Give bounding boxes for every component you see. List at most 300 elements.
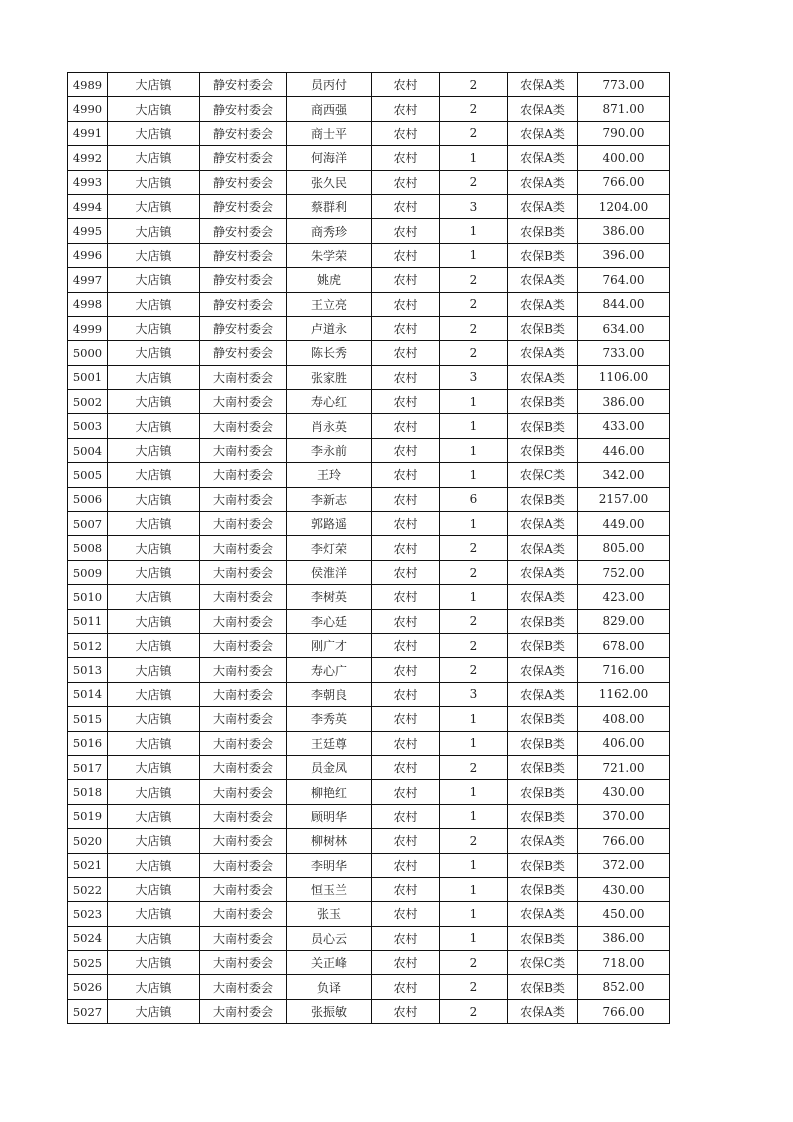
person-name-cell: 张玉 <box>287 902 372 926</box>
area-type-cell: 农村 <box>372 512 440 536</box>
village-committee-cell: 大南村委会 <box>200 633 287 657</box>
amount-cell: 634.00 <box>578 316 670 340</box>
table-row <box>68 146 670 170</box>
person-name-cell: 负译 <box>287 975 372 999</box>
town-cell: 大店镇 <box>108 780 200 804</box>
table-row <box>68 512 670 536</box>
person-name-cell: 张家胜 <box>287 365 372 389</box>
amount-cell: 733.00 <box>578 341 670 365</box>
amount-cell: 446.00 <box>578 438 670 462</box>
row-id-cell: 4994 <box>68 194 108 218</box>
insurance-category-cell: 农保C类 <box>508 463 578 487</box>
row-id-cell: 5024 <box>68 926 108 950</box>
table-row <box>68 609 670 633</box>
amount-cell: 766.00 <box>578 829 670 853</box>
row-id-cell: 5020 <box>68 829 108 853</box>
table-row <box>68 829 670 853</box>
village-committee-cell: 大南村委会 <box>200 999 287 1023</box>
town-cell: 大店镇 <box>108 463 200 487</box>
household-size-cell: 1 <box>440 707 508 731</box>
town-cell: 大店镇 <box>108 609 200 633</box>
village-committee-cell: 大南村委会 <box>200 755 287 779</box>
area-type-cell: 农村 <box>372 804 440 828</box>
village-committee-cell: 大南村委会 <box>200 585 287 609</box>
amount-cell: 386.00 <box>578 926 670 950</box>
row-id-cell: 4993 <box>68 170 108 194</box>
table-row <box>68 463 670 487</box>
table-row <box>68 585 670 609</box>
area-type-cell: 农村 <box>372 536 440 560</box>
insurance-category-cell: 农保B类 <box>508 804 578 828</box>
row-id-cell: 5001 <box>68 365 108 389</box>
village-committee-cell: 静安村委会 <box>200 243 287 267</box>
amount-cell: 1106.00 <box>578 365 670 389</box>
person-name-cell: 员丙付 <box>287 73 372 97</box>
insurance-category-cell: 农保B类 <box>508 633 578 657</box>
insurance-category-cell: 农保A类 <box>508 73 578 97</box>
table-row <box>68 780 670 804</box>
insurance-category-cell: 农保B类 <box>508 877 578 901</box>
town-cell: 大店镇 <box>108 682 200 706</box>
table-row <box>68 316 670 340</box>
town-cell: 大店镇 <box>108 658 200 682</box>
village-committee-cell: 大南村委会 <box>200 804 287 828</box>
amount-cell: 400.00 <box>578 146 670 170</box>
village-committee-cell: 大南村委会 <box>200 902 287 926</box>
row-id-cell: 5013 <box>68 658 108 682</box>
town-cell: 大店镇 <box>108 877 200 901</box>
area-type-cell: 农村 <box>372 219 440 243</box>
area-type-cell: 农村 <box>372 463 440 487</box>
amount-cell: 871.00 <box>578 97 670 121</box>
town-cell: 大店镇 <box>108 194 200 218</box>
area-type-cell: 农村 <box>372 487 440 511</box>
household-size-cell: 1 <box>440 390 508 414</box>
area-type-cell: 农村 <box>372 731 440 755</box>
amount-cell: 1204.00 <box>578 194 670 218</box>
person-name-cell: 卢道永 <box>287 316 372 340</box>
table-row <box>68 365 670 389</box>
village-committee-cell: 大南村委会 <box>200 829 287 853</box>
household-size-cell: 1 <box>440 512 508 536</box>
amount-cell: 790.00 <box>578 121 670 145</box>
village-committee-cell: 大南村委会 <box>200 560 287 584</box>
amount-cell: 408.00 <box>578 707 670 731</box>
table-row <box>68 170 670 194</box>
row-id-cell: 5023 <box>68 902 108 926</box>
area-type-cell: 农村 <box>372 243 440 267</box>
amount-cell: 766.00 <box>578 170 670 194</box>
town-cell: 大店镇 <box>108 268 200 292</box>
amount-cell: 721.00 <box>578 755 670 779</box>
household-size-cell: 2 <box>440 829 508 853</box>
amount-cell: 372.00 <box>578 853 670 877</box>
town-cell: 大店镇 <box>108 951 200 975</box>
insurance-category-cell: 农保B类 <box>508 975 578 999</box>
person-name-cell: 商士平 <box>287 121 372 145</box>
village-committee-cell: 大南村委会 <box>200 390 287 414</box>
amount-cell: 752.00 <box>578 560 670 584</box>
town-cell: 大店镇 <box>108 536 200 560</box>
table-row <box>68 853 670 877</box>
amount-cell: 430.00 <box>578 877 670 901</box>
insurance-category-cell: 农保C类 <box>508 951 578 975</box>
village-committee-cell: 大南村委会 <box>200 365 287 389</box>
household-size-cell: 1 <box>440 902 508 926</box>
area-type-cell: 农村 <box>372 365 440 389</box>
row-id-cell: 4999 <box>68 316 108 340</box>
household-size-cell: 1 <box>440 585 508 609</box>
household-size-cell: 1 <box>440 219 508 243</box>
table-row <box>68 341 670 365</box>
insurance-category-cell: 农保A类 <box>508 585 578 609</box>
area-type-cell: 农村 <box>372 633 440 657</box>
village-committee-cell: 大南村委会 <box>200 487 287 511</box>
town-cell: 大店镇 <box>108 414 200 438</box>
person-name-cell: 商秀珍 <box>287 219 372 243</box>
row-id-cell: 4998 <box>68 292 108 316</box>
household-size-cell: 3 <box>440 194 508 218</box>
village-committee-cell: 大南村委会 <box>200 658 287 682</box>
row-id-cell: 4995 <box>68 219 108 243</box>
area-type-cell: 农村 <box>372 853 440 877</box>
insurance-category-cell: 农保A类 <box>508 268 578 292</box>
row-id-cell: 5012 <box>68 633 108 657</box>
household-size-cell: 2 <box>440 951 508 975</box>
person-name-cell: 李心廷 <box>287 609 372 633</box>
amount-cell: 716.00 <box>578 658 670 682</box>
area-type-cell: 农村 <box>372 999 440 1023</box>
table-row <box>68 975 670 999</box>
town-cell: 大店镇 <box>108 512 200 536</box>
row-id-cell: 4996 <box>68 243 108 267</box>
amount-cell: 342.00 <box>578 463 670 487</box>
town-cell: 大店镇 <box>108 438 200 462</box>
area-type-cell: 农村 <box>372 658 440 682</box>
household-size-cell: 2 <box>440 755 508 779</box>
village-committee-cell: 大南村委会 <box>200 463 287 487</box>
table-row <box>68 97 670 121</box>
table-row <box>68 682 670 706</box>
amount-cell: 449.00 <box>578 512 670 536</box>
household-size-cell: 3 <box>440 682 508 706</box>
records-table <box>67 72 670 1024</box>
person-name-cell: 顾明华 <box>287 804 372 828</box>
insurance-category-cell: 农保A类 <box>508 292 578 316</box>
amount-cell: 773.00 <box>578 73 670 97</box>
amount-cell: 396.00 <box>578 243 670 267</box>
insurance-category-cell: 农保A类 <box>508 902 578 926</box>
town-cell: 大店镇 <box>108 560 200 584</box>
village-committee-cell: 静安村委会 <box>200 121 287 145</box>
amount-cell: 386.00 <box>578 390 670 414</box>
area-type-cell: 农村 <box>372 755 440 779</box>
household-size-cell: 1 <box>440 438 508 462</box>
table-row <box>68 219 670 243</box>
person-name-cell: 李朝良 <box>287 682 372 706</box>
area-type-cell: 农村 <box>372 926 440 950</box>
row-id-cell: 5010 <box>68 585 108 609</box>
town-cell: 大店镇 <box>108 999 200 1023</box>
insurance-category-cell: 农保A类 <box>508 829 578 853</box>
insurance-category-cell: 农保B类 <box>508 414 578 438</box>
household-size-cell: 3 <box>440 365 508 389</box>
table-row <box>68 487 670 511</box>
area-type-cell: 农村 <box>372 316 440 340</box>
area-type-cell: 农村 <box>372 829 440 853</box>
person-name-cell: 张振敏 <box>287 999 372 1023</box>
row-id-cell: 4990 <box>68 97 108 121</box>
row-id-cell: 5009 <box>68 560 108 584</box>
person-name-cell: 柳树林 <box>287 829 372 853</box>
village-committee-cell: 大南村委会 <box>200 536 287 560</box>
amount-cell: 764.00 <box>578 268 670 292</box>
person-name-cell: 恒玉兰 <box>287 877 372 901</box>
area-type-cell: 农村 <box>372 97 440 121</box>
insurance-category-cell: 农保B类 <box>508 316 578 340</box>
area-type-cell: 农村 <box>372 292 440 316</box>
area-type-cell: 农村 <box>372 682 440 706</box>
person-name-cell: 侯淮洋 <box>287 560 372 584</box>
insurance-category-cell: 农保B类 <box>508 438 578 462</box>
insurance-category-cell: 农保A类 <box>508 194 578 218</box>
insurance-category-cell: 农保A类 <box>508 170 578 194</box>
row-id-cell: 5005 <box>68 463 108 487</box>
insurance-category-cell: 农保A类 <box>508 536 578 560</box>
row-id-cell: 5002 <box>68 390 108 414</box>
amount-cell: 678.00 <box>578 633 670 657</box>
row-id-cell: 5017 <box>68 755 108 779</box>
row-id-cell: 5018 <box>68 780 108 804</box>
person-name-cell: 张久民 <box>287 170 372 194</box>
row-id-cell: 5021 <box>68 853 108 877</box>
household-size-cell: 2 <box>440 536 508 560</box>
town-cell: 大店镇 <box>108 829 200 853</box>
person-name-cell: 李灯荣 <box>287 536 372 560</box>
area-type-cell: 农村 <box>372 975 440 999</box>
town-cell: 大店镇 <box>108 755 200 779</box>
household-size-cell: 2 <box>440 170 508 194</box>
row-id-cell: 5015 <box>68 707 108 731</box>
insurance-category-cell: 农保B类 <box>508 755 578 779</box>
table-row <box>68 268 670 292</box>
insurance-category-cell: 农保B类 <box>508 853 578 877</box>
household-size-cell: 2 <box>440 121 508 145</box>
table-row <box>68 121 670 145</box>
person-name-cell: 王廷尊 <box>287 731 372 755</box>
household-size-cell: 2 <box>440 97 508 121</box>
area-type-cell: 农村 <box>372 268 440 292</box>
table-row <box>68 73 670 97</box>
area-type-cell: 农村 <box>372 780 440 804</box>
table-row <box>68 414 670 438</box>
person-name-cell: 何海洋 <box>287 146 372 170</box>
person-name-cell: 柳艳红 <box>287 780 372 804</box>
insurance-category-cell: 农保A类 <box>508 341 578 365</box>
amount-cell: 766.00 <box>578 999 670 1023</box>
village-committee-cell: 大南村委会 <box>200 731 287 755</box>
village-committee-cell: 大南村委会 <box>200 975 287 999</box>
area-type-cell: 农村 <box>372 146 440 170</box>
person-name-cell: 员金凤 <box>287 755 372 779</box>
table-row <box>68 902 670 926</box>
village-committee-cell: 大南村委会 <box>200 707 287 731</box>
row-id-cell: 5022 <box>68 877 108 901</box>
row-id-cell: 5014 <box>68 682 108 706</box>
area-type-cell: 农村 <box>372 560 440 584</box>
person-name-cell: 王立亮 <box>287 292 372 316</box>
person-name-cell: 寿心红 <box>287 390 372 414</box>
town-cell: 大店镇 <box>108 97 200 121</box>
row-id-cell: 4989 <box>68 73 108 97</box>
insurance-category-cell: 农保B类 <box>508 780 578 804</box>
insurance-category-cell: 农保A类 <box>508 560 578 584</box>
household-size-cell: 2 <box>440 999 508 1023</box>
table-row <box>68 292 670 316</box>
person-name-cell: 寿心广 <box>287 658 372 682</box>
row-id-cell: 5026 <box>68 975 108 999</box>
area-type-cell: 农村 <box>372 170 440 194</box>
amount-cell: 805.00 <box>578 536 670 560</box>
insurance-category-cell: 农保B类 <box>508 390 578 414</box>
village-committee-cell: 静安村委会 <box>200 146 287 170</box>
area-type-cell: 农村 <box>372 585 440 609</box>
person-name-cell: 郭路遥 <box>287 512 372 536</box>
village-committee-cell: 静安村委会 <box>200 292 287 316</box>
amount-cell: 370.00 <box>578 804 670 828</box>
person-name-cell: 肖永英 <box>287 414 372 438</box>
table-row <box>68 536 670 560</box>
amount-cell: 2157.00 <box>578 487 670 511</box>
village-committee-cell: 静安村委会 <box>200 341 287 365</box>
table-row <box>68 804 670 828</box>
person-name-cell: 李永前 <box>287 438 372 462</box>
town-cell: 大店镇 <box>108 633 200 657</box>
household-size-cell: 1 <box>440 146 508 170</box>
area-type-cell: 农村 <box>372 414 440 438</box>
row-id-cell: 5003 <box>68 414 108 438</box>
row-id-cell: 5011 <box>68 609 108 633</box>
household-size-cell: 1 <box>440 414 508 438</box>
village-committee-cell: 静安村委会 <box>200 73 287 97</box>
town-cell: 大店镇 <box>108 731 200 755</box>
area-type-cell: 农村 <box>372 73 440 97</box>
row-id-cell: 5006 <box>68 487 108 511</box>
person-name-cell: 李明华 <box>287 853 372 877</box>
town-cell: 大店镇 <box>108 243 200 267</box>
town-cell: 大店镇 <box>108 853 200 877</box>
area-type-cell: 农村 <box>372 609 440 633</box>
amount-cell: 386.00 <box>578 219 670 243</box>
person-name-cell: 李新志 <box>287 487 372 511</box>
town-cell: 大店镇 <box>108 902 200 926</box>
table-row <box>68 707 670 731</box>
village-committee-cell: 大南村委会 <box>200 780 287 804</box>
person-name-cell: 李树英 <box>287 585 372 609</box>
village-committee-cell: 大南村委会 <box>200 926 287 950</box>
person-name-cell: 商西强 <box>287 97 372 121</box>
person-name-cell: 朱学荣 <box>287 243 372 267</box>
amount-cell: 718.00 <box>578 951 670 975</box>
town-cell: 大店镇 <box>108 365 200 389</box>
amount-cell: 406.00 <box>578 731 670 755</box>
table-row <box>68 999 670 1023</box>
amount-cell: 423.00 <box>578 585 670 609</box>
household-size-cell: 1 <box>440 853 508 877</box>
insurance-category-cell: 农保B类 <box>508 707 578 731</box>
table-row <box>68 755 670 779</box>
insurance-category-cell: 农保A类 <box>508 682 578 706</box>
table-row <box>68 243 670 267</box>
village-committee-cell: 大南村委会 <box>200 438 287 462</box>
household-size-cell: 6 <box>440 487 508 511</box>
insurance-category-cell: 农保B类 <box>508 926 578 950</box>
row-id-cell: 4991 <box>68 121 108 145</box>
town-cell: 大店镇 <box>108 146 200 170</box>
area-type-cell: 农村 <box>372 877 440 901</box>
household-size-cell: 1 <box>440 243 508 267</box>
row-id-cell: 5019 <box>68 804 108 828</box>
village-committee-cell: 静安村委会 <box>200 170 287 194</box>
household-size-cell: 2 <box>440 975 508 999</box>
household-size-cell: 2 <box>440 341 508 365</box>
household-size-cell: 1 <box>440 926 508 950</box>
town-cell: 大店镇 <box>108 316 200 340</box>
person-name-cell: 刚广才 <box>287 633 372 657</box>
insurance-category-cell: 农保B类 <box>508 219 578 243</box>
table-row <box>68 560 670 584</box>
village-committee-cell: 静安村委会 <box>200 219 287 243</box>
area-type-cell: 农村 <box>372 121 440 145</box>
town-cell: 大店镇 <box>108 975 200 999</box>
table-row <box>68 658 670 682</box>
insurance-category-cell: 农保A类 <box>508 121 578 145</box>
household-size-cell: 2 <box>440 268 508 292</box>
area-type-cell: 农村 <box>372 951 440 975</box>
village-committee-cell: 静安村委会 <box>200 194 287 218</box>
village-committee-cell: 大南村委会 <box>200 951 287 975</box>
town-cell: 大店镇 <box>108 292 200 316</box>
row-id-cell: 5008 <box>68 536 108 560</box>
household-size-cell: 1 <box>440 780 508 804</box>
village-committee-cell: 大南村委会 <box>200 609 287 633</box>
insurance-category-cell: 农保B类 <box>508 609 578 633</box>
town-cell: 大店镇 <box>108 585 200 609</box>
insurance-category-cell: 农保B类 <box>508 487 578 511</box>
area-type-cell: 农村 <box>372 390 440 414</box>
table-row <box>68 194 670 218</box>
person-name-cell: 姚虎 <box>287 268 372 292</box>
row-id-cell: 5025 <box>68 951 108 975</box>
town-cell: 大店镇 <box>108 804 200 828</box>
table-row <box>68 390 670 414</box>
amount-cell: 829.00 <box>578 609 670 633</box>
person-name-cell: 陈长秀 <box>287 341 372 365</box>
table-row <box>68 951 670 975</box>
village-committee-cell: 静安村委会 <box>200 268 287 292</box>
household-size-cell: 2 <box>440 560 508 584</box>
table-row <box>68 731 670 755</box>
village-committee-cell: 大南村委会 <box>200 414 287 438</box>
row-id-cell: 5000 <box>68 341 108 365</box>
insurance-category-cell: 农保B类 <box>508 243 578 267</box>
person-name-cell: 王玲 <box>287 463 372 487</box>
amount-cell: 433.00 <box>578 414 670 438</box>
insurance-category-cell: 农保A类 <box>508 999 578 1023</box>
village-committee-cell: 静安村委会 <box>200 316 287 340</box>
town-cell: 大店镇 <box>108 390 200 414</box>
area-type-cell: 农村 <box>372 438 440 462</box>
